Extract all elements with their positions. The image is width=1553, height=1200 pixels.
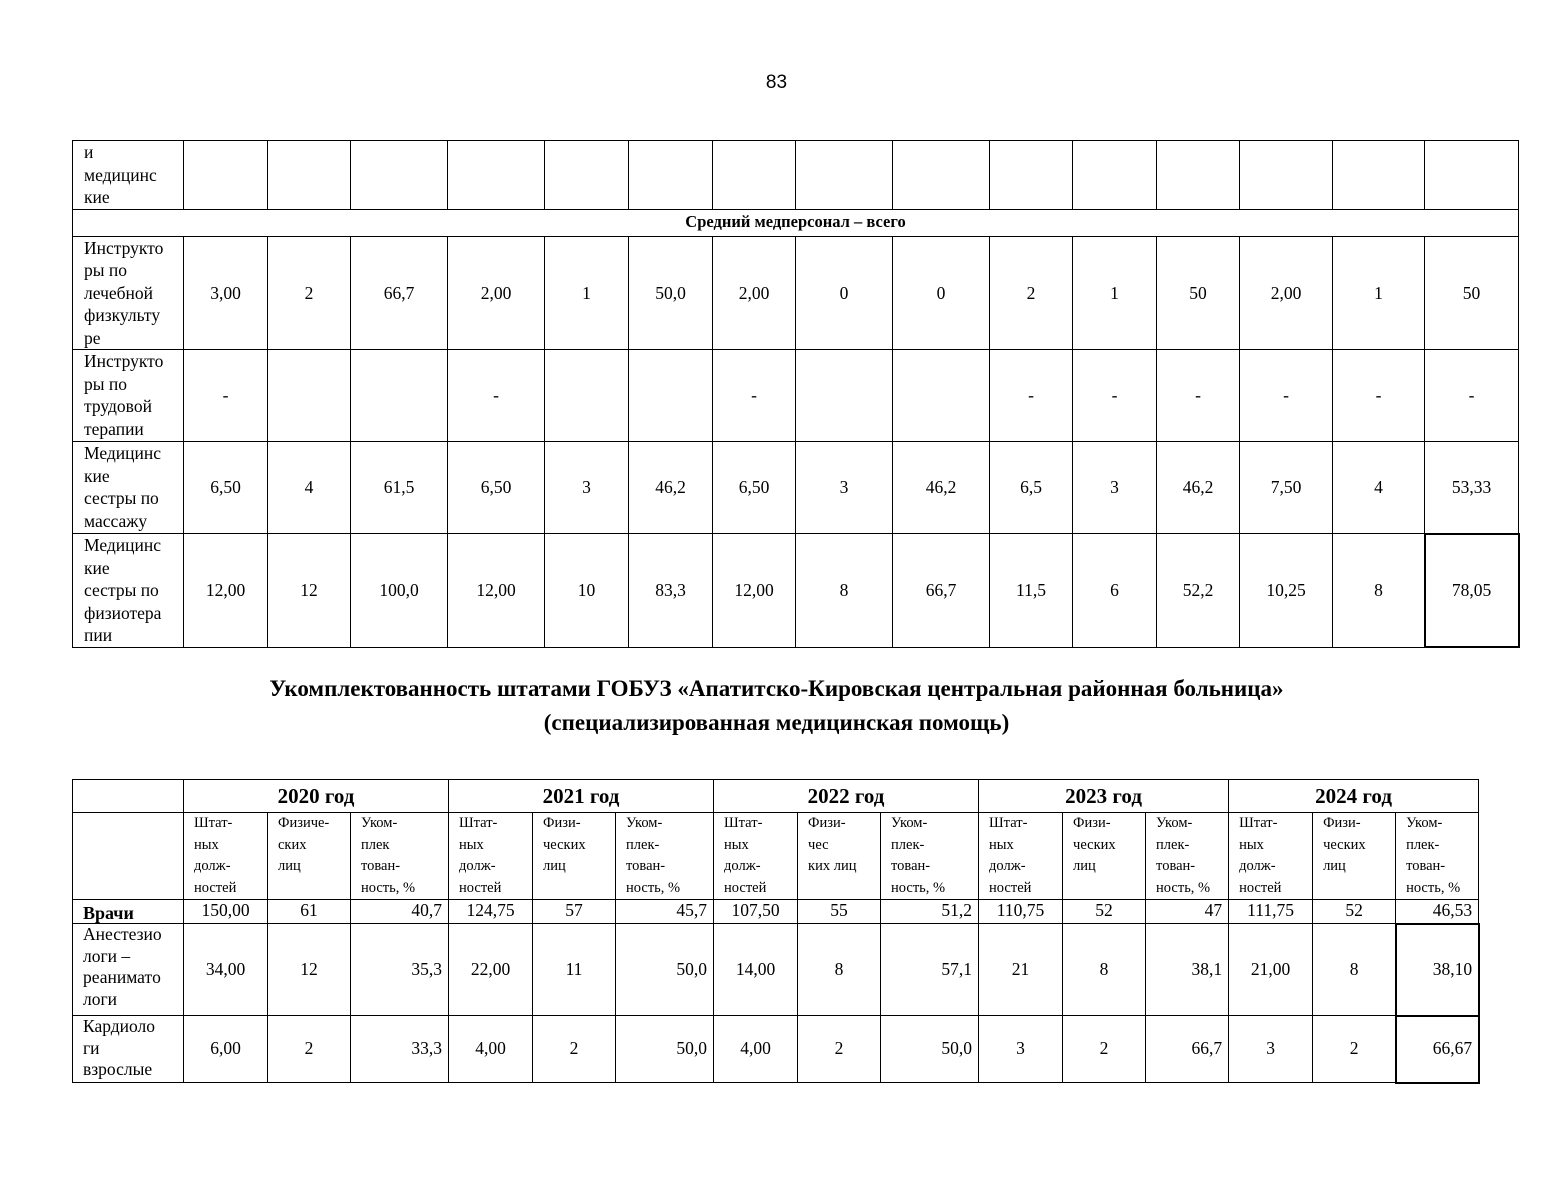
header-line: ческих bbox=[1073, 836, 1116, 853]
label-line: взрослые bbox=[83, 1059, 153, 1079]
label-line: Инструкто bbox=[84, 351, 164, 371]
table-cell: 4 bbox=[1333, 442, 1425, 534]
table-cell: 61 bbox=[268, 900, 351, 924]
table-cell: - bbox=[1240, 350, 1333, 442]
table-cell: 50,0 bbox=[616, 924, 714, 1016]
table-cell bbox=[184, 141, 268, 210]
table-cell: 2,00 bbox=[1240, 236, 1333, 350]
table-cell: 38,10 bbox=[1396, 924, 1479, 1016]
table-cell: 6,5 bbox=[990, 442, 1073, 534]
header-line: Уком- bbox=[626, 815, 663, 831]
table-cell: 66,7 bbox=[351, 236, 448, 350]
column-header bbox=[533, 813, 616, 900]
row-label bbox=[73, 236, 184, 350]
column-header bbox=[1313, 813, 1396, 900]
header-line: Уком- bbox=[891, 815, 928, 831]
table-cell: 55 bbox=[798, 900, 881, 924]
table-cell: 12,00 bbox=[184, 534, 268, 648]
label-line: кие bbox=[84, 557, 110, 578]
table-cell: 50,0 bbox=[629, 236, 713, 350]
table-cell: 107,50 bbox=[714, 900, 798, 924]
header-line: ность, % bbox=[361, 879, 416, 896]
table-cell: 6,50 bbox=[713, 442, 796, 534]
label-line: логи bbox=[83, 988, 118, 1009]
table-cell: 53,33 bbox=[1425, 442, 1519, 534]
label-line: Медицинс bbox=[84, 535, 161, 555]
header-line: ностей bbox=[194, 879, 237, 896]
label-line: ры по bbox=[84, 373, 127, 394]
table-cell: 21,00 bbox=[1229, 924, 1313, 1016]
table-cell bbox=[1425, 141, 1519, 210]
table-cell: 2 bbox=[533, 1016, 616, 1083]
table-cell: 2 bbox=[1063, 1016, 1146, 1083]
year-header: 2021 год bbox=[449, 780, 714, 813]
row-label bbox=[73, 1016, 184, 1083]
table-cell: 2 bbox=[798, 1016, 881, 1083]
table-cell bbox=[545, 141, 629, 210]
table-cell: 124,75 bbox=[449, 900, 533, 924]
year-header: 2020 год bbox=[184, 780, 449, 813]
table-cell: 12 bbox=[268, 534, 351, 648]
header-line: долж- bbox=[459, 858, 496, 874]
header-line: Уком- bbox=[1156, 815, 1193, 831]
table-cell: 2 bbox=[268, 1016, 351, 1083]
header-line: ческих bbox=[1323, 836, 1366, 853]
header-line: плек- bbox=[1406, 836, 1440, 853]
header-line: лиц bbox=[1323, 858, 1346, 874]
label-line: терапии bbox=[84, 418, 144, 439]
table-cell: 11 bbox=[533, 924, 616, 1016]
table-cell bbox=[1157, 141, 1240, 210]
header-line: ческих bbox=[543, 836, 586, 853]
label-line: кие bbox=[84, 465, 110, 486]
table-cell bbox=[1333, 141, 1425, 210]
table-cell: 8 bbox=[798, 924, 881, 1016]
table-cell: 1 bbox=[1333, 236, 1425, 350]
table-cell: - bbox=[1073, 350, 1157, 442]
table-cell: 6 bbox=[1073, 534, 1157, 648]
table-row bbox=[73, 442, 1519, 534]
row-label bbox=[73, 534, 184, 648]
header-line: ность, % bbox=[1156, 879, 1211, 896]
label-line: ре bbox=[84, 327, 101, 348]
header-line: чес bbox=[808, 836, 829, 853]
column-header bbox=[616, 813, 714, 900]
table-cell: - bbox=[184, 350, 268, 442]
table-cell: 57 bbox=[533, 900, 616, 924]
table-cell: - bbox=[448, 350, 545, 442]
column-header bbox=[1229, 813, 1313, 900]
header-line: плек- bbox=[626, 836, 660, 853]
table-cell: 12,00 bbox=[713, 534, 796, 648]
header-line: тован- bbox=[1156, 858, 1196, 874]
label-line: Кардиоло bbox=[83, 1016, 155, 1036]
table-cell: 2 bbox=[990, 236, 1073, 350]
header-line: долж- bbox=[1239, 858, 1276, 874]
table-cell: 40,7 bbox=[351, 900, 449, 924]
column-header bbox=[1396, 813, 1479, 900]
table-row bbox=[73, 141, 1519, 210]
table-cell bbox=[990, 141, 1073, 210]
header-line: ных bbox=[194, 836, 219, 853]
table-cell bbox=[1240, 141, 1333, 210]
table-cell: 110,75 bbox=[979, 900, 1063, 924]
table-cell: 83,3 bbox=[629, 534, 713, 648]
header-line: Штат- bbox=[989, 815, 1028, 831]
table-cell: 52,2 bbox=[1157, 534, 1240, 648]
table-cell: 3,00 bbox=[184, 236, 268, 350]
label-line: массажу bbox=[84, 510, 148, 531]
table-cell: 12,00 bbox=[448, 534, 545, 648]
table-cell: - bbox=[1333, 350, 1425, 442]
header-line: лиц bbox=[543, 858, 566, 874]
label-line: сестры по bbox=[84, 488, 159, 508]
table-cell: 2 bbox=[268, 236, 351, 350]
column-header bbox=[714, 813, 798, 900]
header-line: ных bbox=[459, 836, 484, 853]
table-cell bbox=[351, 141, 448, 210]
header-line: тован- bbox=[1406, 858, 1446, 874]
year-header-row bbox=[73, 780, 1479, 813]
label-line: ги bbox=[83, 1037, 100, 1058]
table-cell: 3 bbox=[796, 442, 893, 534]
table-cell: 52 bbox=[1313, 900, 1396, 924]
table-cell: 47 bbox=[1146, 900, 1229, 924]
header-line: Уком- bbox=[1406, 815, 1443, 831]
table-cell: 33,3 bbox=[351, 1016, 449, 1083]
label-line: сестры по bbox=[84, 580, 159, 600]
column-header bbox=[351, 813, 449, 900]
label-line: кие bbox=[84, 187, 110, 207]
table-cell: 3 bbox=[979, 1016, 1063, 1083]
table-cell: 66,67 bbox=[1396, 1016, 1479, 1083]
header-line: ностей bbox=[724, 879, 767, 896]
header-line: Физи- bbox=[1073, 815, 1111, 831]
header-line: ность, % bbox=[1406, 879, 1461, 896]
table-cell bbox=[268, 141, 351, 210]
header-line: тован- bbox=[891, 858, 931, 874]
table-cell bbox=[893, 141, 990, 210]
table-cell bbox=[629, 350, 713, 442]
header-line: ных bbox=[989, 836, 1014, 853]
table-cell: 12 bbox=[268, 924, 351, 1016]
section-header-row bbox=[73, 209, 1519, 236]
table-cell: - bbox=[1425, 350, 1519, 442]
header-line: Уком- bbox=[361, 815, 398, 831]
table-cell: 2,00 bbox=[713, 236, 796, 350]
header-line: ких лиц bbox=[808, 858, 857, 874]
table-cell: - bbox=[713, 350, 796, 442]
table-cell: 111,75 bbox=[1229, 900, 1313, 924]
header-line: ностей bbox=[989, 879, 1032, 896]
heading-line-1: Укомплектованность штатами ГОБУЗ «Апатитско-Кировская центральная районная больница» bbox=[269, 676, 1284, 701]
table-cell: 2 bbox=[1313, 1016, 1396, 1083]
table-cell: 46,2 bbox=[893, 442, 990, 534]
empty-header-cell bbox=[73, 780, 184, 813]
table-cell: 50 bbox=[1157, 236, 1240, 350]
subheader-row bbox=[73, 813, 1479, 900]
label-line: ры по bbox=[84, 260, 127, 280]
header-line: плек- bbox=[1156, 836, 1190, 853]
table-cell: 50,0 bbox=[881, 1016, 979, 1083]
table-cell: 8 bbox=[1313, 924, 1396, 1016]
row-label bbox=[73, 350, 184, 442]
table-cell bbox=[893, 350, 990, 442]
table-cell: 66,7 bbox=[893, 534, 990, 648]
table-cell: 6,50 bbox=[448, 442, 545, 534]
table-cell: 100,0 bbox=[351, 534, 448, 648]
header-line: Физи- bbox=[808, 815, 846, 831]
row-label bbox=[73, 442, 184, 534]
table-cell: 46,2 bbox=[629, 442, 713, 534]
table-row bbox=[73, 534, 1519, 648]
header-line: лиц bbox=[1073, 858, 1096, 874]
header-line: Штат- bbox=[1239, 815, 1278, 831]
table-cell bbox=[351, 350, 448, 442]
year-header: 2024 год bbox=[1229, 780, 1479, 813]
table-cell: 7,50 bbox=[1240, 442, 1333, 534]
table-cell: - bbox=[990, 350, 1073, 442]
header-line: ных bbox=[724, 836, 749, 853]
header-line: долж- bbox=[724, 858, 761, 874]
row-label bbox=[73, 924, 184, 1016]
table-cell: 14,00 bbox=[714, 924, 798, 1016]
header-line: Физи- bbox=[543, 815, 581, 831]
table-cell: 52 bbox=[1063, 900, 1146, 924]
label-line: трудовой bbox=[84, 396, 152, 416]
staffing-table-specialized bbox=[72, 779, 1479, 1083]
header-line: ских bbox=[278, 836, 307, 853]
column-header bbox=[1146, 813, 1229, 900]
table-cell: 34,00 bbox=[184, 924, 268, 1016]
column-header bbox=[979, 813, 1063, 900]
table-cell bbox=[448, 141, 545, 210]
table-cell bbox=[629, 141, 713, 210]
table-cell bbox=[268, 350, 351, 442]
label-line: реаниматo bbox=[83, 967, 161, 987]
table-cell: 57,1 bbox=[881, 924, 979, 1016]
section-title: Средний медперсонал – всего bbox=[73, 209, 1519, 236]
header-line: ность, % bbox=[891, 879, 946, 896]
column-header bbox=[184, 813, 268, 900]
table-cell: 6,50 bbox=[184, 442, 268, 534]
header-line: ных bbox=[1239, 836, 1264, 853]
table-cell: 10 bbox=[545, 534, 629, 648]
header-line: плек bbox=[361, 836, 390, 853]
header-line: лиц bbox=[278, 858, 301, 874]
table-row bbox=[73, 900, 1479, 924]
label-line: пии bbox=[84, 625, 113, 645]
label-line: Инструкто bbox=[84, 237, 164, 258]
header-line: долж- bbox=[194, 858, 231, 874]
table-cell: 3 bbox=[1073, 442, 1157, 534]
header-line: долж- bbox=[989, 858, 1026, 874]
column-header bbox=[449, 813, 533, 900]
table-cell: 4,00 bbox=[714, 1016, 798, 1083]
header-line: плек- bbox=[891, 836, 925, 853]
label-line: Медицинс bbox=[84, 443, 161, 463]
table-cell: 22,00 bbox=[449, 924, 533, 1016]
header-line: Штат- bbox=[459, 815, 498, 831]
table-cell: 10,25 bbox=[1240, 534, 1333, 648]
table-cell: 46,53 bbox=[1396, 900, 1479, 924]
header-line: Физиче- bbox=[278, 815, 330, 831]
table-cell bbox=[796, 141, 893, 210]
table-cell: 3 bbox=[1229, 1016, 1313, 1083]
staffing-table-continued bbox=[72, 140, 1519, 648]
heading-line-2: (специализированная медицинская помощь) bbox=[543, 710, 1010, 735]
header-line: ностей bbox=[459, 879, 502, 896]
table-cell: 46,2 bbox=[1157, 442, 1240, 534]
label-line: медицинс bbox=[84, 164, 157, 185]
label-line: физкульту bbox=[84, 305, 161, 325]
header-line: тован- bbox=[361, 858, 401, 874]
table-cell: 50,0 bbox=[616, 1016, 714, 1083]
page-number: 83 bbox=[765, 72, 788, 93]
table-cell: 38,1 bbox=[1146, 924, 1229, 1016]
table-cell: 4 bbox=[268, 442, 351, 534]
table-cell: 0 bbox=[796, 236, 893, 350]
header-line: Штат- bbox=[194, 815, 233, 831]
table-cell: 8 bbox=[1063, 924, 1146, 1016]
table-cell: 6,00 bbox=[184, 1016, 268, 1083]
table-cell: 11,5 bbox=[990, 534, 1073, 648]
table-cell: 50 bbox=[1425, 236, 1519, 350]
table-cell: 45,7 bbox=[616, 900, 714, 924]
section-heading bbox=[0, 672, 1553, 740]
table-cell: 8 bbox=[1333, 534, 1425, 648]
table-cell: 8 bbox=[796, 534, 893, 648]
table-cell: 2,00 bbox=[448, 236, 545, 350]
label-line: лечебной bbox=[84, 282, 154, 303]
table-cell bbox=[545, 350, 629, 442]
column-header bbox=[798, 813, 881, 900]
label-line: и bbox=[84, 142, 94, 162]
table-cell bbox=[713, 141, 796, 210]
header-line: Физи- bbox=[1323, 815, 1361, 831]
label-line: физиотера bbox=[84, 602, 162, 623]
table-row bbox=[73, 924, 1479, 1016]
year-header: 2022 год bbox=[714, 780, 979, 813]
column-header bbox=[1063, 813, 1146, 900]
empty-header-cell bbox=[73, 813, 184, 900]
year-header: 2023 год bbox=[979, 780, 1229, 813]
table-row bbox=[73, 236, 1519, 350]
table-cell: 1 bbox=[545, 236, 629, 350]
table-cell: 61,5 bbox=[351, 442, 448, 534]
column-header bbox=[881, 813, 979, 900]
row-label bbox=[73, 141, 184, 210]
table-cell: - bbox=[1157, 350, 1240, 442]
header-line: тован- bbox=[626, 858, 666, 874]
table-cell: 21 bbox=[979, 924, 1063, 1016]
header-line: ность, % bbox=[626, 879, 681, 896]
table-cell: 78,05 bbox=[1425, 534, 1519, 648]
row-label: Врачи bbox=[73, 900, 184, 924]
header-line: ностей bbox=[1239, 879, 1282, 896]
table-cell: 35,3 bbox=[351, 924, 449, 1016]
table-cell bbox=[1073, 141, 1157, 210]
table-cell: 4,00 bbox=[449, 1016, 533, 1083]
table-row bbox=[73, 350, 1519, 442]
table-cell: 1 bbox=[1073, 236, 1157, 350]
table-cell: 66,7 bbox=[1146, 1016, 1229, 1083]
table-row bbox=[73, 1016, 1479, 1083]
column-header bbox=[268, 813, 351, 900]
table-cell: 150,00 bbox=[184, 900, 268, 924]
table-cell: 51,2 bbox=[881, 900, 979, 924]
table-cell: 0 bbox=[893, 236, 990, 350]
label-line: логи – bbox=[83, 945, 131, 966]
label-line: Анестезио bbox=[83, 924, 162, 944]
table-cell bbox=[796, 350, 893, 442]
header-line: Штат- bbox=[724, 815, 763, 831]
table-cell: 3 bbox=[545, 442, 629, 534]
